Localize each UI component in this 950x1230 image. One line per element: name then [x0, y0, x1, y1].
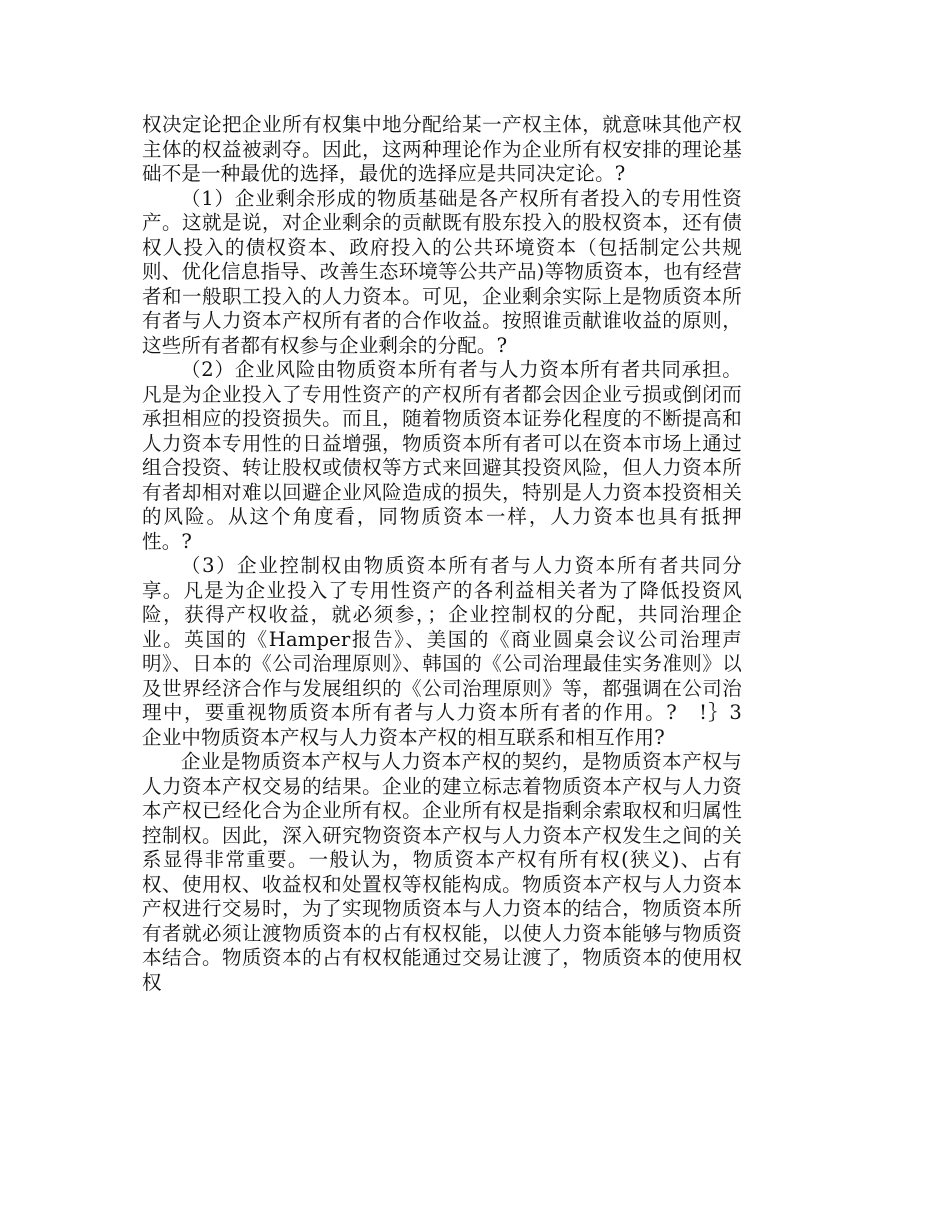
paragraph-point-1: （1）企业剩余形成的物质基础是各产权所有者投入的专用性资产。这就是说，对企业剩余的贡献既有股东投入的股权资本，还有债权人投入的债权资本、政府投入的公共环境资本（包括制定公共规则、优化信息指导、改善生态环境等公共产品)等物质资本，也有经营者和一般职工投入的人力资本。可见，企业剩余实际上是物质资本所有者与人力资本产权所有者的合作收益。按照谁贡献谁收益的原则，这些所有者都有权参与企业剩余的分配。?: [142, 186, 742, 357]
paragraph-point-3: （3）企业控制权由物质资本所有者与人力资本所有者共同分享。凡是为企业投入了专用性资产的各利益相关者为了降低投资风险，获得产权收益，就必须参，；企业控制权的分配，共同治理企业。英国的《Hamper报告》、美国的《商业圆桌会议公司治理声明》、日本的《公司治理原则》、韩国的《公司治理最佳实务准则》以及世界经济合作与发展组织的《公司治理原则》等，都强调在公司治理中，要重视物质资本所有者与人力资本所有者的作用。? !｝3 企业中物质资本产权与人力资本产权的相互联系和相互作用?: [142, 554, 762, 749]
paragraph-intro: 权决定论把企业所有权集中地分配给某一产权主体，就意味其他产权主体的权益被剥夺。因此，这两种理论作为企业所有权安排的理论基础不是一种最优的选择，最优的选择应是共同决定论。?: [142, 113, 742, 185]
document-page: [142, 113, 762, 995]
paragraph-point-2: （2）企业风险由物质资本所有者与人力资本所有者共同承担。凡是为企业投入了专用性资产的产权所有者都会因企业亏损或倒闭而承担相应的投资损失。而且，随着物质资本证券化程度的不断提高和人力资本专用性的日益增强，物质资本所有者可以在资本市场上通过组合投资、转让股权或债权等方式来回避其投资风险，但人力资本所有者却相对难以回避企业风险造成的损失，特别是人力资本投资相关的风险。从这个角度看，同物质资本一样，人力资本也具有抵押性。?: [142, 358, 742, 553]
paragraph-enterprise-contract: 企业是物质资本产权与人力资本产权的契约，是物质资本产权与人力资本产权交易的结果。企业的建立标志着物质资本产权与人力资本产权已经化合为企业所有权。企业所有权是指剩余索取权和归属性控制权。因此，深入研究物资资本产权与人力资本产权发生之间的关系显得非常重要。一般认为，物质资本产权有所有权(狭义)、占有权、使用权、收益权和处置权等权能构成。物质资本产权与人力资本产权进行交易时，为了实现物质资本与人力资本的结合，物质资本所有者就必须让渡物质资本的占有权权能，以使人力资本能够与物质资本结合。物质资本的占有权权能通过交易让渡了，物质资本的使用权权: [142, 750, 742, 994]
